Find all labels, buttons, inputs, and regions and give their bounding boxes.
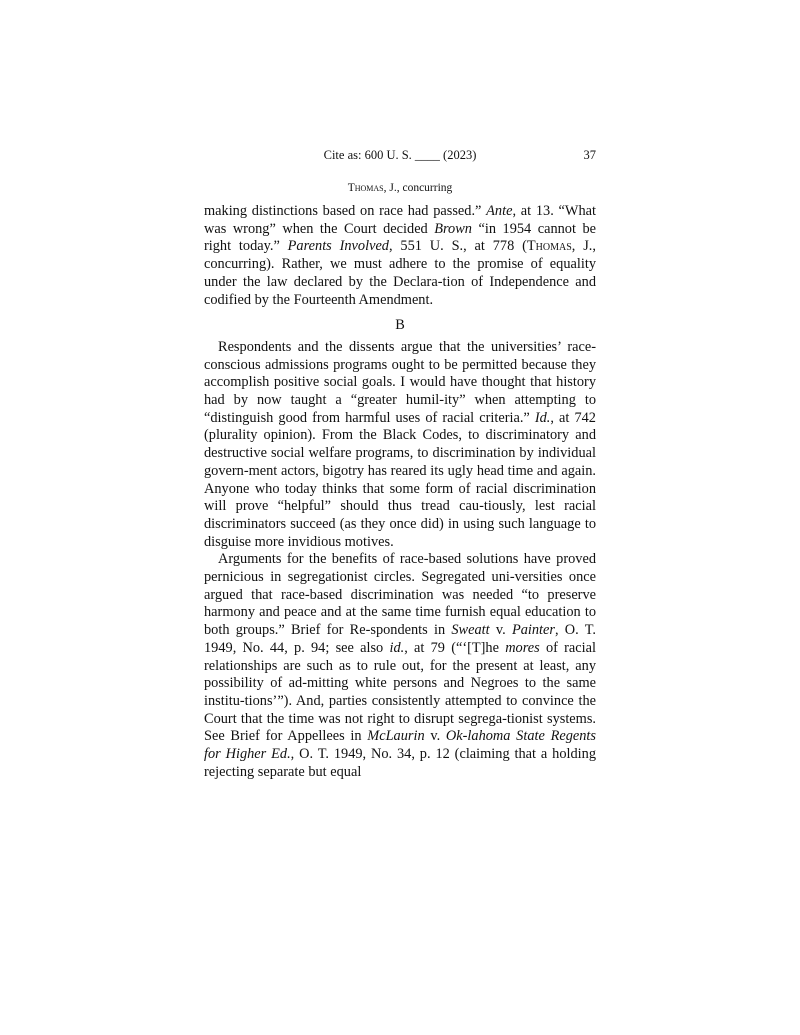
text-run: , O. T. 1949, No. 34, p. 12 (claiming that a holding rejecting separate but equal: [204, 746, 596, 780]
citation-header: Cite as: 600 U. S. ____ (2023): [323, 148, 477, 162]
opinion-body: [204, 203, 596, 782]
justice-name: Thomas: [526, 238, 572, 255]
case-name-parents-involved: Parents Involved: [287, 238, 389, 255]
text-run: of racial relationships are such as to rule out, for the present at least, any possibility of ad-mitting white persons and Negroes to the same institu-tions’”). And, parties consistently attempted to convince the Court that the time was not right to disrupt segrega-tionist systems. See Brief for Appellees in: [204, 639, 596, 745]
running-head: [204, 180, 596, 196]
text-run: , J., concurring). Rather, we must adhere to the promise of equality under the law declared by the Declara-tion of Independence and codified by the Fourteenth Amendment.: [204, 238, 596, 308]
text-run: v.: [489, 622, 512, 639]
running-head-suffix: , J., concurring: [383, 182, 453, 194]
text-run: , 551 U. S., at 778 (: [388, 238, 527, 255]
text-run: , at 13. “What was wrong” when the Court decided: [204, 203, 596, 237]
cite-id: Id.: [534, 409, 551, 426]
page-number: 37: [583, 148, 596, 162]
text-run: , O. T. 1949, No. 44, p. 94; see also: [204, 622, 596, 656]
text-run: , at 79 (“‘[T]he: [404, 639, 506, 656]
running-head-justice: Thomas: [347, 182, 384, 194]
paragraph-continued: [204, 203, 596, 309]
case-name-oklahoma-regents: Ok-lahoma State Regents for Higher Ed.: [204, 728, 596, 763]
text-run: v.: [424, 728, 446, 745]
case-name-sweatt: Sweatt: [451, 622, 490, 639]
text-run: , at 742 (plurality opinion). From the Black Codes, to discriminatory and destructive social welfare programs, to discrimination by individual govern-ment actors, bigotry has reared its ugly head time and again. Anyone who today thinks that some form of racial discrimination will prove “helpful” should thus tread cau-tiously, lest racial discriminators succeed (as they once did) in using such language to disguise more invidious motives.: [204, 409, 596, 550]
case-name-brown: Brown: [434, 220, 472, 237]
cite-id: id.: [389, 639, 405, 656]
text-run: making distinctions based on race had passed.”: [204, 203, 487, 219]
case-name-painter: Painter: [511, 622, 555, 639]
text-run: Respondents and the dissents argue that the universities’ race-conscious admissions programs ought to be permitted because they accomplish positive social goals. I would have thought that history had by now taught a “greater humil-ity” when attempting to “distinguish good from harmful uses of racial criteria.”: [204, 338, 596, 426]
paragraph: [204, 339, 596, 551]
case-name-mclaurin: McLaurin: [367, 728, 425, 745]
section-heading: B: [395, 317, 405, 334]
case-cite-ante: Ante: [486, 203, 513, 219]
text-run: “in 1954 cannot be right today.”: [204, 220, 596, 255]
paragraph: [204, 551, 596, 781]
term-mores: mores: [505, 639, 540, 656]
text-run: Arguments for the benefits of race-based solutions have proved pernicious in segregationist circles. Segregated uni-versities once argued that race-based discrimination was needed “to preserve harmony and peace and at the same time furnish equal education to both groups.” Brief for Re-spondents in: [204, 551, 596, 639]
